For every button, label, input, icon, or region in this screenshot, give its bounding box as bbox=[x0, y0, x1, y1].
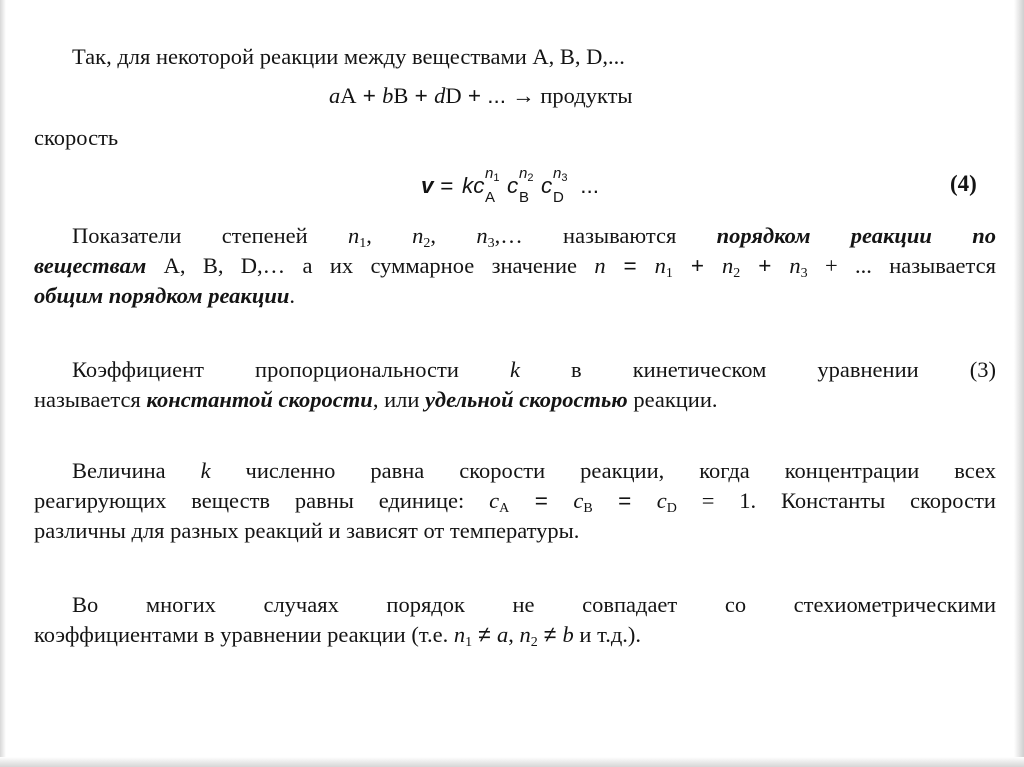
paragraph-orders bbox=[34, 221, 996, 311]
paragraph-stoichiometry bbox=[34, 590, 996, 650]
speed-label: скорость bbox=[34, 125, 119, 150]
rate-v: v bbox=[421, 173, 434, 198]
paragraph-k-meaning bbox=[34, 456, 996, 546]
sub-A: A bbox=[485, 189, 496, 206]
exp-n3: $n_3$ bbox=[553, 165, 568, 184]
coef-a: a bbox=[329, 83, 341, 108]
rate-kc: kc bbox=[462, 173, 485, 198]
exp-n2: $n_2$ bbox=[519, 165, 534, 184]
para4-line1: Во многих случаях порядок не совпадает со стехиометрическими bbox=[72, 592, 996, 617]
sub-B: B bbox=[519, 189, 530, 206]
species-B: B bbox=[393, 83, 409, 108]
para2-line2: называется константой скорости, или удельной скоростью реакции. bbox=[34, 387, 718, 412]
plus-1: + bbox=[356, 83, 383, 108]
para1-line2: веществам A, B, D,… а их суммарное значение $n = n_1 + n_2 + n_3$ + ... называется bbox=[34, 253, 996, 281]
para1-line1: Показатели степеней $n_1$, $n_2$, $n_3,\dots$ называются порядком реакции по bbox=[72, 223, 996, 251]
rate-equals: = bbox=[434, 173, 460, 198]
rate-c2: c bbox=[507, 173, 519, 198]
exp-n1: $n_1$ bbox=[485, 165, 500, 184]
para2-line1: Коэффициент пропорциональности k в кинетическом уравнении (3) bbox=[72, 357, 996, 382]
intro-line: Так, для некоторой реакции между веществами A, B, D,... bbox=[72, 44, 625, 69]
plus-2: + bbox=[408, 83, 435, 108]
species-A: A bbox=[340, 83, 357, 108]
sub-D: D bbox=[553, 189, 564, 206]
slide-edge-left bbox=[0, 0, 6, 767]
term-overall-order: общим порядком реакции bbox=[34, 283, 290, 308]
para3-line1: Величина k численно равна скорости реакции, когда концентрации всех bbox=[72, 458, 996, 483]
reaction-tail: + ... bbox=[461, 83, 513, 108]
rate-c3: c bbox=[541, 173, 553, 198]
slide-edge-bottom bbox=[0, 757, 1024, 767]
species-D: D bbox=[445, 83, 462, 108]
products-label: продукты bbox=[534, 83, 633, 108]
para3-line3: различны для разных реакций и зависят от температуры. bbox=[34, 518, 580, 543]
coef-d: d bbox=[434, 83, 446, 108]
term-specific-rate: удельной скоростью bbox=[425, 387, 628, 412]
term-order-by-substance: порядком реакции по bbox=[716, 223, 996, 248]
rate-dots: ... bbox=[574, 173, 600, 198]
para4-line2: коэффициентами в уравнении реакции (т.е. $n_1 \ne a$, $n_2 \ne b$ и т.д.). bbox=[34, 622, 642, 650]
reaction-equation bbox=[329, 81, 633, 111]
para3-line2: реагирующих веществ равны единице: $c_A = c_B = c_D = 1$. Константы скорости bbox=[34, 488, 996, 516]
para1-line3: общим порядком реакции. bbox=[34, 283, 295, 308]
slide-edge-right bbox=[1014, 0, 1024, 767]
coef-b: b bbox=[382, 83, 394, 108]
arrow-icon: → bbox=[512, 83, 535, 108]
term-rate-constant: константой скорости bbox=[146, 387, 373, 412]
equation-number: (4) bbox=[950, 171, 977, 196]
paragraph-rate-constant bbox=[34, 355, 996, 415]
